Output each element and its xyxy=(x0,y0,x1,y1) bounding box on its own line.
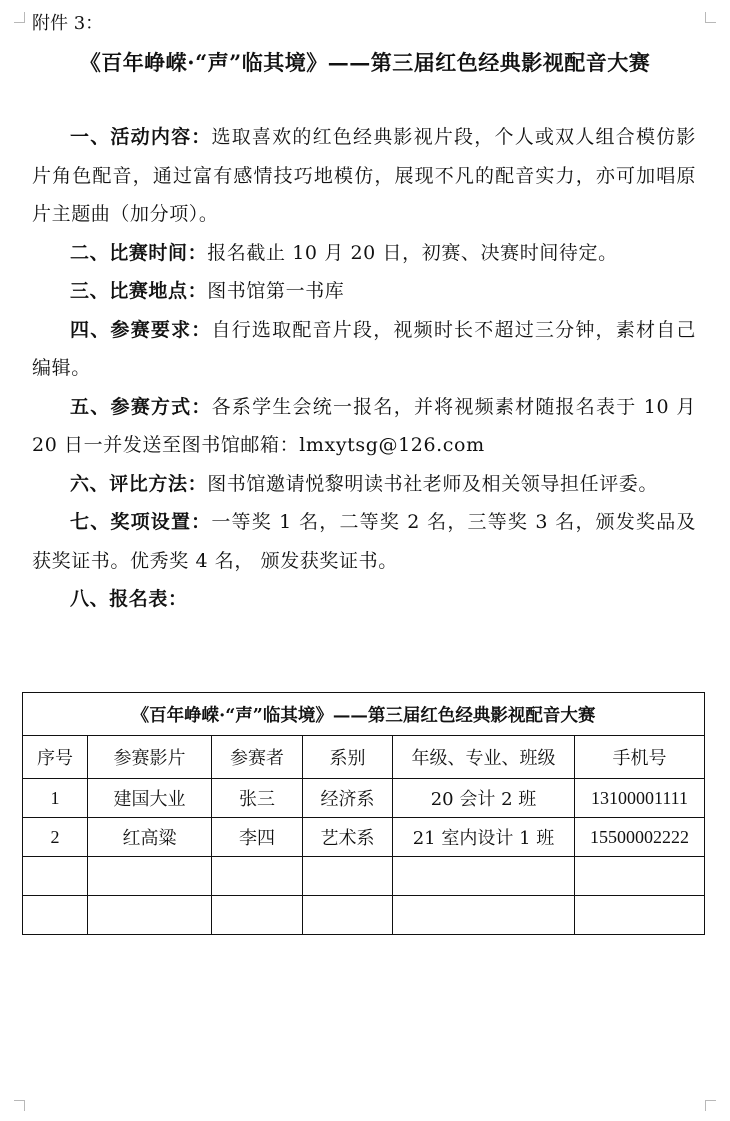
document-body xyxy=(32,118,696,619)
table-cell xyxy=(23,857,88,896)
section-text: 选取喜欢的红色经典影视片段，个人或双人组合模仿影片角色配音，通过富有感情技巧地模仿，展现不凡的配音实力，亦可加唱原片主题曲（加分项）。 xyxy=(32,126,697,225)
header-cell-film: 参赛影片 xyxy=(88,736,212,779)
table-cell: 红高粱 xyxy=(88,818,212,857)
table-header-row xyxy=(23,736,705,779)
table-cell xyxy=(303,857,393,896)
table-cell xyxy=(88,857,212,896)
table-cell xyxy=(303,896,393,935)
table-row xyxy=(23,857,705,896)
section-activity-content xyxy=(32,118,696,234)
table-cell: 15500002222 xyxy=(575,818,705,857)
header-cell-department: 系别 xyxy=(303,736,393,779)
header-cell-phone: 手机号 xyxy=(575,736,705,779)
table-cell xyxy=(23,896,88,935)
table-cell: 经济系 xyxy=(303,779,393,818)
table-row xyxy=(23,779,705,818)
header-cell-participant: 参赛者 xyxy=(212,736,303,779)
section-text: 图书馆第一书库 xyxy=(207,280,345,302)
section-text: 一等奖 1 名，二等奖 2 名，三等奖 3 名，颁发奖品及获奖证书。优秀奖 4 名， 颁发获奖证书。 xyxy=(32,511,697,572)
page-corner-mark xyxy=(14,12,25,23)
table-cell: 13100001111 xyxy=(575,779,705,818)
table-caption-row xyxy=(23,693,705,736)
section-label: 六、评比方法： xyxy=(70,472,208,495)
page-corner-mark xyxy=(705,1100,716,1111)
header-cell-number: 序号 xyxy=(23,736,88,779)
page-corner-mark xyxy=(705,12,716,23)
section-text: 图书馆邀请悦黎明读书社老师及相关领导担任评委。 xyxy=(207,472,659,495)
section-requirements xyxy=(32,311,696,388)
table-cell xyxy=(393,896,575,935)
registration-table xyxy=(22,692,705,935)
section-text: 各系学生会统一报名，并将视频素材随报名表于 10 月 20 日一并发送至图书馆邮箱：lmxytsg@126.com xyxy=(32,395,697,456)
section-text: 报名截止 10 月 20 日，初赛、决赛时间待定。 xyxy=(207,241,618,264)
section-competition-time xyxy=(32,234,696,273)
document-title: 《百年峥嵘·“声”临其境》——第三届红色经典影视配音大赛 xyxy=(79,50,651,75)
section-text: 自行选取配音片段，视频时长不超过三分钟，素材自己编辑。 xyxy=(32,318,697,379)
table-row xyxy=(23,818,705,857)
page-corner-mark xyxy=(14,1100,25,1111)
section-label: 二、比赛时间： xyxy=(70,241,208,264)
section-awards xyxy=(32,503,696,580)
header-cell-class: 年级、专业、班级 xyxy=(393,736,575,779)
section-entry-method xyxy=(32,388,696,465)
table-cell: 2 xyxy=(23,818,88,857)
table-cell xyxy=(575,896,705,935)
section-judging-method xyxy=(32,465,696,504)
table-cell: 1 xyxy=(23,779,88,818)
section-competition-venue xyxy=(32,272,696,311)
table-cell: 艺术系 xyxy=(303,818,393,857)
section-label: 八、报名表： xyxy=(70,588,188,610)
table-cell: 20 会计 2 班 xyxy=(393,779,575,818)
table-caption: 《百年峥嵘·“声”临其境》——第三届红色经典影视配音大赛 xyxy=(23,693,705,736)
table-cell: 建国大业 xyxy=(88,779,212,818)
table-cell: 21 室内设计 1 班 xyxy=(393,818,575,857)
table-cell xyxy=(212,896,303,935)
section-registration-form xyxy=(32,580,696,619)
table-cell xyxy=(88,896,212,935)
section-label: 三、比赛地点： xyxy=(70,280,208,302)
table-cell xyxy=(575,857,705,896)
attachment-label: 附件 3： xyxy=(32,13,104,34)
section-label: 五、参赛方式： xyxy=(70,395,212,418)
table-cell xyxy=(393,857,575,896)
table-cell: 李四 xyxy=(212,818,303,857)
table-cell xyxy=(212,857,303,896)
section-label: 七、奖项设置： xyxy=(70,511,212,533)
table-cell: 张三 xyxy=(212,779,303,818)
table-row xyxy=(23,896,705,935)
section-label: 四、参赛要求： xyxy=(70,318,212,341)
section-label: 一、活动内容： xyxy=(70,126,212,148)
